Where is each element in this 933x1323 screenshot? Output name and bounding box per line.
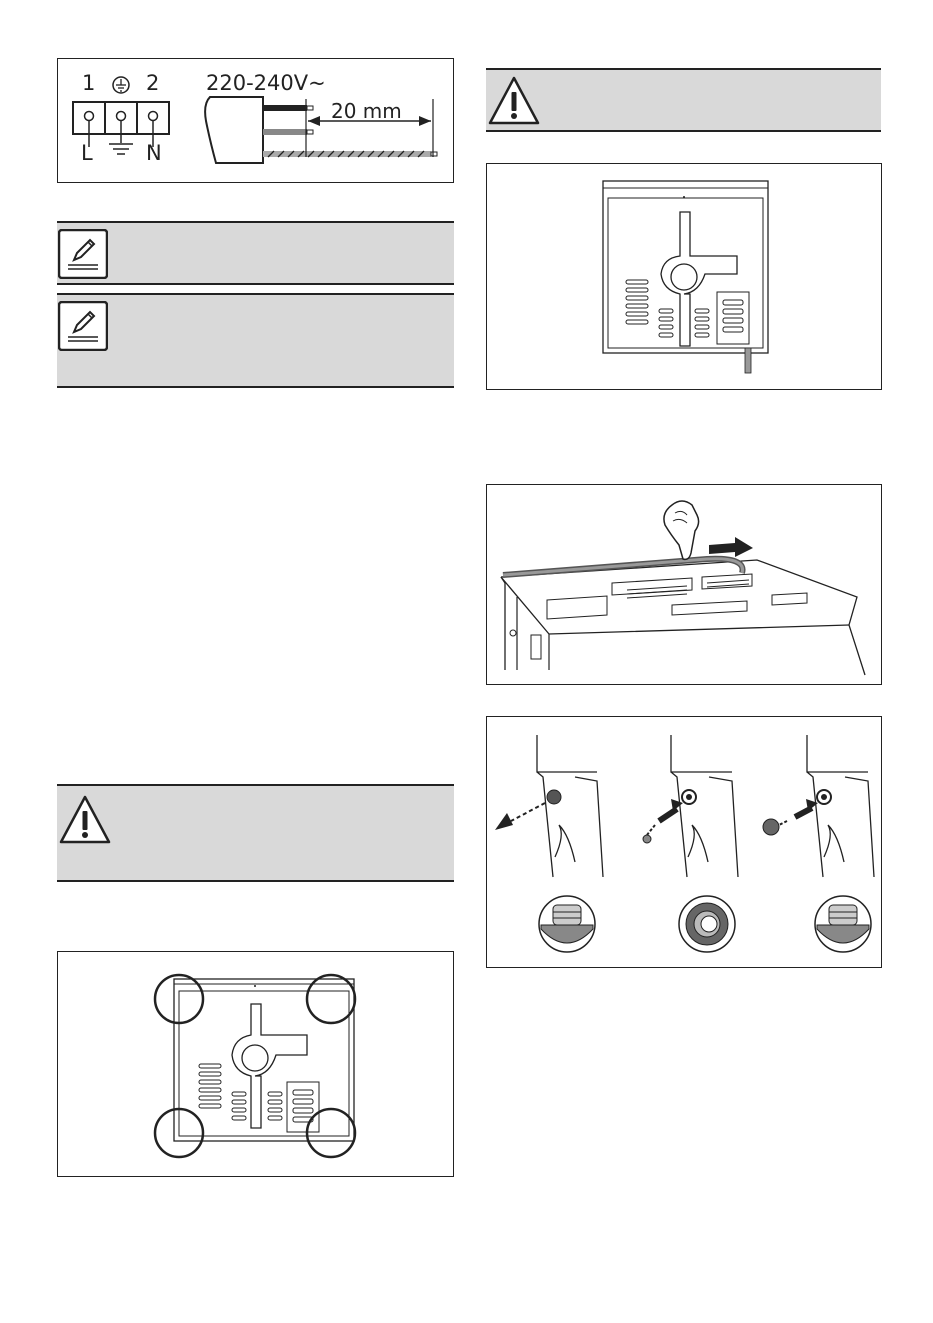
- feet-replacement-figure: [486, 716, 882, 968]
- terminal-2-label: 2: [146, 71, 160, 95]
- pencil-note-icon: [58, 301, 108, 351]
- pencil-note-icon: [58, 229, 108, 279]
- warning-box-right: [486, 68, 881, 132]
- oven-top-push-figure: [486, 484, 882, 685]
- oven-back-corners-drawing: [58, 952, 454, 1177]
- terminal-1-label: 1: [82, 71, 96, 95]
- warning-triangle-icon: [487, 75, 541, 127]
- oven-back-cable-figure: [486, 163, 882, 390]
- oven-back-corners-figure: [57, 951, 454, 1177]
- note-box-2: [57, 293, 454, 388]
- note-box-1: [57, 221, 454, 285]
- voltage-label: 220-240V~: [206, 71, 326, 95]
- feet-replacement-drawing: [487, 717, 882, 968]
- warning-triangle-icon: [58, 794, 112, 846]
- live-label: L: [81, 141, 93, 165]
- strip-length-label: 20 mm: [331, 99, 402, 123]
- oven-top-push-drawing: [487, 485, 882, 685]
- neutral-label: N: [146, 141, 162, 165]
- warning-box-left: [57, 784, 454, 882]
- oven-back-cable-drawing: [487, 164, 882, 390]
- wiring-diagram: [57, 58, 454, 183]
